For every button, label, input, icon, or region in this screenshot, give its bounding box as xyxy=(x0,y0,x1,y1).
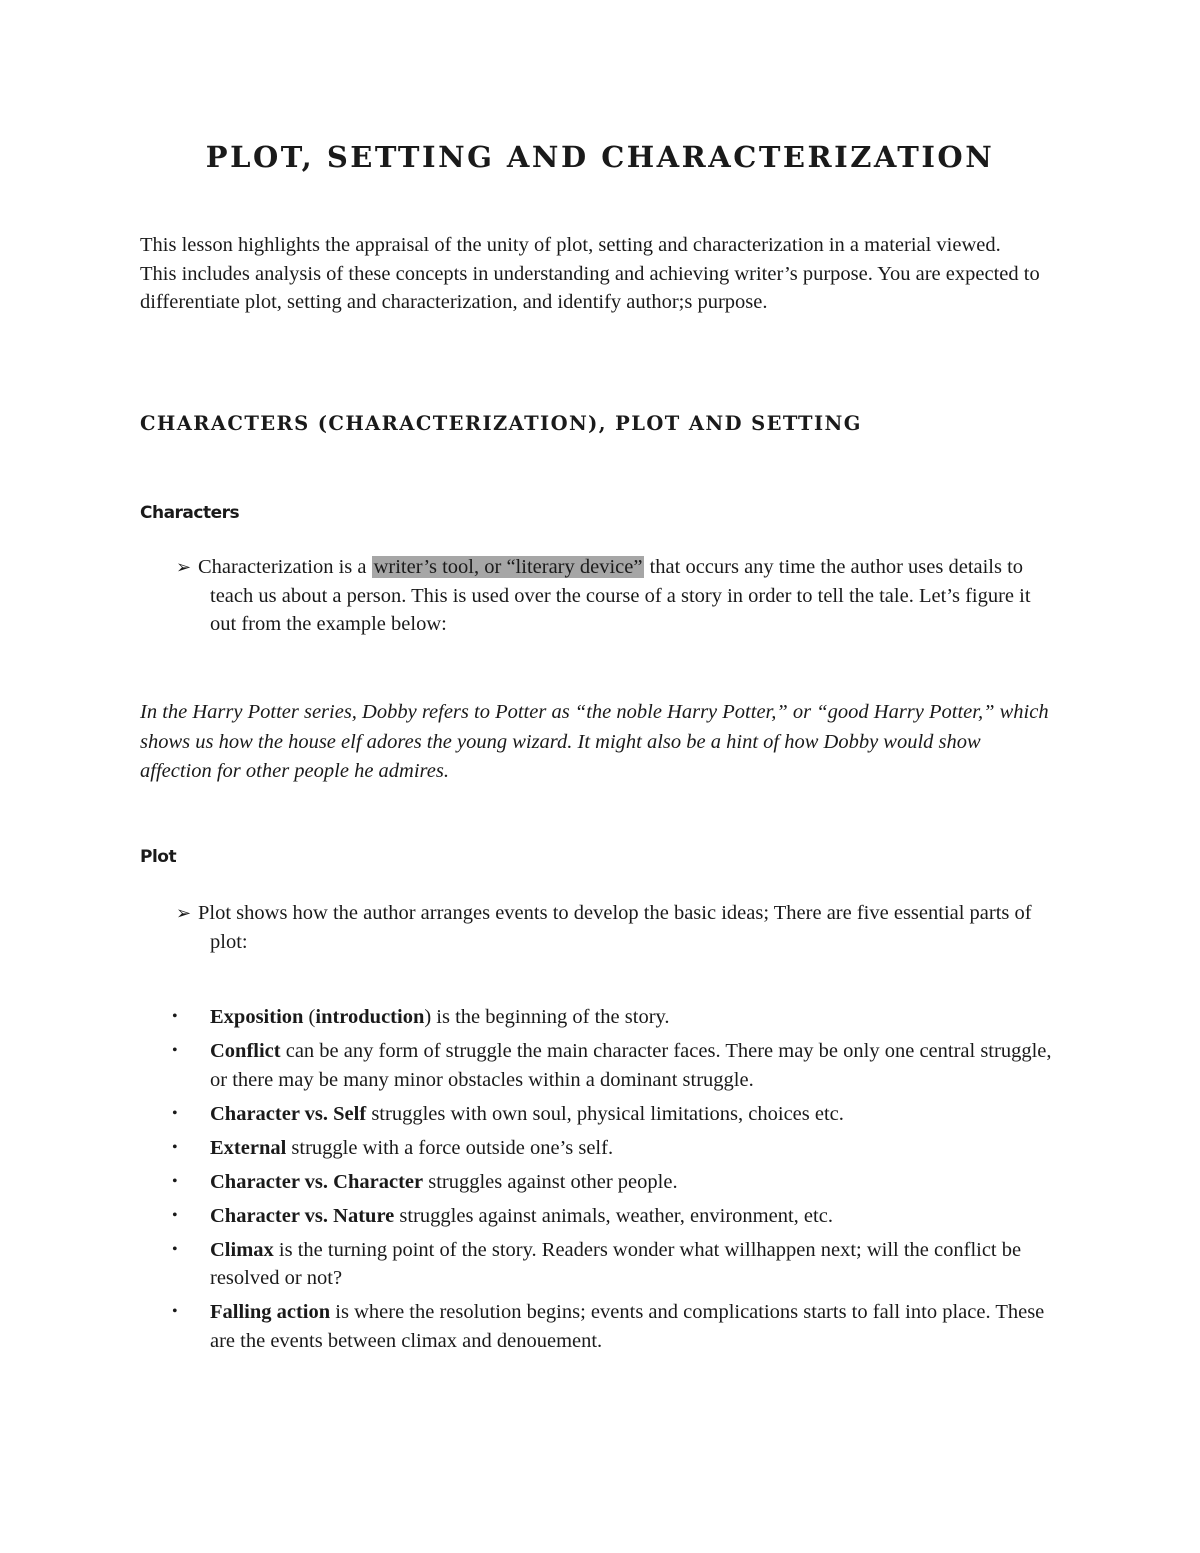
list-item xyxy=(172,1003,1072,1032)
section-heading: CHARACTERS (CHARACTERIZATION), PLOT AND SETTING xyxy=(140,412,862,435)
bullet-icon: • xyxy=(172,1240,178,1258)
list-item xyxy=(172,1168,1072,1197)
item-text: struggles with own soul, physical limitations, choices etc. xyxy=(366,1102,844,1125)
definition-text-end: that occurs any time the author uses details to teach us about a person. This is used over the course of a story in order to tell the tale. Let’s figure it out from the example below: xyxy=(210,556,1031,636)
item-text: struggle with a force outside one’s self. xyxy=(286,1136,614,1159)
item-text: can be any form of struggle the main character faces. There may be only one central struggle, or there may be many minor obstacles within a dominant struggle. xyxy=(210,1040,1052,1091)
bullet-icon: • xyxy=(172,1303,178,1320)
bullet-icon: • xyxy=(172,1206,178,1224)
item-text: is where the resolution begins; events and complications starts to fall into place. These are the events between climax and denouement. xyxy=(210,1301,1045,1352)
characters-heading: Characters xyxy=(140,503,240,523)
list-item xyxy=(172,1236,1072,1293)
list-item xyxy=(172,1298,1072,1355)
definition-text-start: Characterization is a xyxy=(198,556,372,578)
plot-definition-text: Plot shows how the author arranges events to develop the basic ideas; There are five essential parts of plot: xyxy=(198,902,1032,953)
bullet-icon: • xyxy=(172,1104,178,1122)
term-separator: ( xyxy=(303,1006,316,1028)
item-text: ) is the beginning of the story. xyxy=(424,1006,670,1028)
term: Falling action xyxy=(210,1301,331,1323)
plot-definition xyxy=(176,899,1056,956)
term: Climax xyxy=(210,1238,274,1261)
term: Character vs. Self xyxy=(210,1102,367,1125)
plot-parts-list xyxy=(172,1003,1072,1361)
item-text: is the turning point of the story. Readers wonder what willhappen next; will the conflict be resolved or not? xyxy=(210,1238,1022,1289)
characterization-definition xyxy=(176,553,1056,639)
intro-paragraph: This lesson highlights the appraisal of the unity of plot, setting and characterization in a material viewed. This includes analysis of these concepts in understanding and achieving writer’s purpose. You are expected to differentiate plot, setting and characterization, and identify author;s purpose. xyxy=(140,234,1040,314)
bullet-icon: • xyxy=(172,1042,178,1059)
bullet-icon: • xyxy=(172,1172,178,1190)
term: Exposition xyxy=(210,1006,304,1028)
page-title: PLOT, SETTING AND CHARACTERIZATION xyxy=(205,140,995,174)
harry-potter-example: In the Harry Potter series, Dobby refers to Potter as “the noble Harry Potter,” or “good Harry Potter,” which shows us how the house elf adores the young wizard. It might also be a hint of how Dobby would show affection for other people he admires. xyxy=(140,701,1049,782)
term: Character vs. Character xyxy=(210,1170,424,1193)
list-item xyxy=(172,1202,1072,1231)
list-item xyxy=(172,1100,1072,1129)
term: Conflict xyxy=(210,1040,281,1062)
term: External xyxy=(210,1136,287,1159)
bullet-icon: • xyxy=(172,1138,178,1156)
list-item xyxy=(172,1134,1072,1163)
bullet-icon: • xyxy=(172,1008,178,1025)
item-text: struggles against other people. xyxy=(423,1170,678,1193)
plot-heading: Plot xyxy=(140,847,177,867)
term: Character vs. Nature xyxy=(210,1204,395,1227)
arrow-bullet-icon: ➢ xyxy=(176,557,192,577)
term: introduction xyxy=(315,1006,425,1028)
list-item xyxy=(172,1037,1072,1094)
highlighted-term: writer’s tool, or “literary device” xyxy=(373,556,643,578)
item-text: struggles against animals, weather, environment, etc. xyxy=(394,1204,833,1227)
arrow-bullet-icon: ➢ xyxy=(176,903,192,923)
